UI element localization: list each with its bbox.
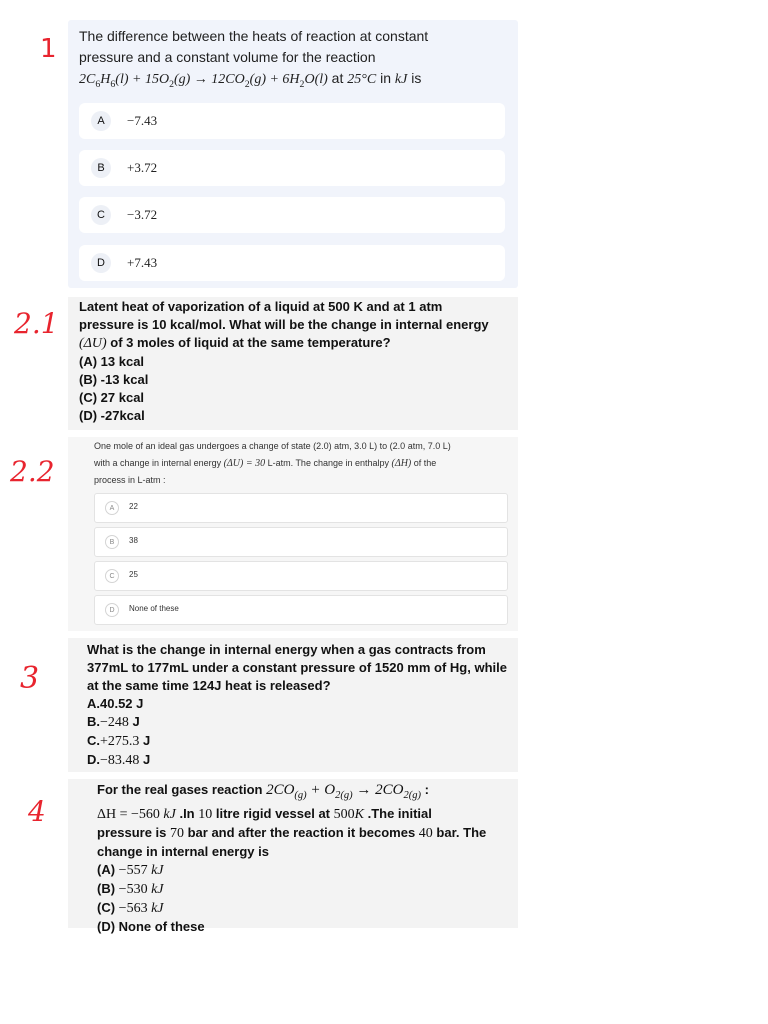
option-letter: D bbox=[105, 603, 119, 617]
option-value: +7.43 bbox=[127, 255, 158, 270]
option-value: −7.43 bbox=[127, 113, 158, 128]
option-letter: B bbox=[91, 158, 111, 178]
question-2-2-card bbox=[68, 437, 518, 631]
option-letter: D bbox=[91, 253, 111, 273]
annotation-4: 4 bbox=[28, 795, 46, 828]
option-d[interactable]: (D) -27kcal bbox=[79, 408, 145, 423]
annotation-2-1: 2.1 bbox=[14, 307, 59, 340]
option-value: None of these bbox=[129, 604, 179, 613]
annotation-3: 3 bbox=[20, 661, 40, 696]
option-letter: C bbox=[91, 205, 111, 225]
option-a[interactable]: (A) 13 kcal bbox=[79, 354, 145, 369]
annotation-2-2: 2.2 bbox=[10, 455, 55, 488]
option-value: 38 bbox=[129, 536, 138, 545]
option-b[interactable]: (B) -13 kcal bbox=[79, 372, 149, 387]
option-d[interactable] bbox=[79, 245, 505, 281]
question-1-stem: The difference between the heats of reaction at constant pressure and a constant volume for the reaction $2C_6H_6(l) + 15O_2(g) \to 12CO_2(g) + 6H_2O(l)$ at 25°C in kJ is bbox=[79, 26, 509, 95]
annotation-1: 1 bbox=[40, 34, 57, 64]
option-d[interactable] bbox=[94, 595, 508, 625]
question-4-text: For the real gases reaction $2CO_{(g)} + O_{2(g)} \to 2CO_{2(g)}$ : ΔH = −560 kJ .In 10 litre rigid vessel at 500K .The initial pressure is 70 bar and after the reaction it becomes 40 bar. The change in internal energy is (A) −557 kJ (B) −530 kJ (C) −563 kJ (D) None of these bbox=[97, 781, 513, 936]
option-c[interactable]: C.+275.3 J bbox=[87, 733, 151, 749]
option-b[interactable]: (B) −530 kJ bbox=[97, 881, 164, 897]
question-1-card bbox=[68, 20, 518, 288]
option-b[interactable] bbox=[79, 150, 505, 186]
question-3-card bbox=[68, 638, 518, 772]
question-2-2-stem: One mole of an ideal gas undergoes a change of state (2.0) atm, 3.0 L) to (2.0 atm, 7.0 L) with a change in internal energy (ΔU) = 30 L-atm. The change in enthalpy (ΔH) of the process in L-atm : bbox=[94, 441, 451, 485]
question-3-text: What is the change in internal energy when a gas contracts from 377mL to 177mL under a constant pressure of 1520 mm of Hg, while at the same time 124J heat is released? A.40.52 J B.−248 J C.+275.3 J D.−83.48 J bbox=[87, 641, 511, 770]
option-letter: A bbox=[91, 111, 111, 131]
option-c[interactable] bbox=[94, 561, 508, 591]
option-value: 22 bbox=[129, 502, 138, 511]
option-a[interactable]: (A) −557 kJ bbox=[97, 862, 164, 878]
option-letter: C bbox=[105, 569, 119, 583]
option-value: 25 bbox=[129, 570, 138, 579]
option-d[interactable]: (D) None of these bbox=[97, 919, 205, 934]
option-letter: A bbox=[105, 501, 119, 515]
option-value: +3.72 bbox=[127, 160, 158, 175]
option-b[interactable]: B.−248 J bbox=[87, 714, 140, 730]
option-a[interactable] bbox=[94, 493, 508, 523]
question-4-card bbox=[68, 779, 518, 934]
option-a[interactable]: A.40.52 J bbox=[87, 696, 144, 711]
question-2-1-card bbox=[68, 297, 518, 430]
option-c[interactable]: (C) −563 kJ bbox=[97, 900, 164, 916]
option-d[interactable]: D.−83.48 J bbox=[87, 752, 151, 768]
option-value: −3.72 bbox=[127, 207, 158, 222]
option-b[interactable] bbox=[94, 527, 508, 557]
reaction-equation: $2C_6H_6(l) + 15O_2(g) \to 12CO_2(g) + 6H_2O(l)$ at 25°C in kJ is bbox=[79, 70, 422, 90]
option-letter: B bbox=[105, 535, 119, 549]
option-c[interactable] bbox=[79, 197, 505, 233]
question-2-1-text: Latent heat of vaporization of a liquid at 500 K and at 1 atm pressure is 10 kcal/mol. What will be the change in internal energy (ΔU) of 3 moles of liquid at the same temperature? (A) 13 kcal (B) -13 kcal (C) 27 kcal (D) -27kcal bbox=[79, 298, 515, 425]
option-c[interactable]: (C) 27 kcal bbox=[79, 390, 145, 405]
option-a[interactable] bbox=[79, 103, 505, 139]
